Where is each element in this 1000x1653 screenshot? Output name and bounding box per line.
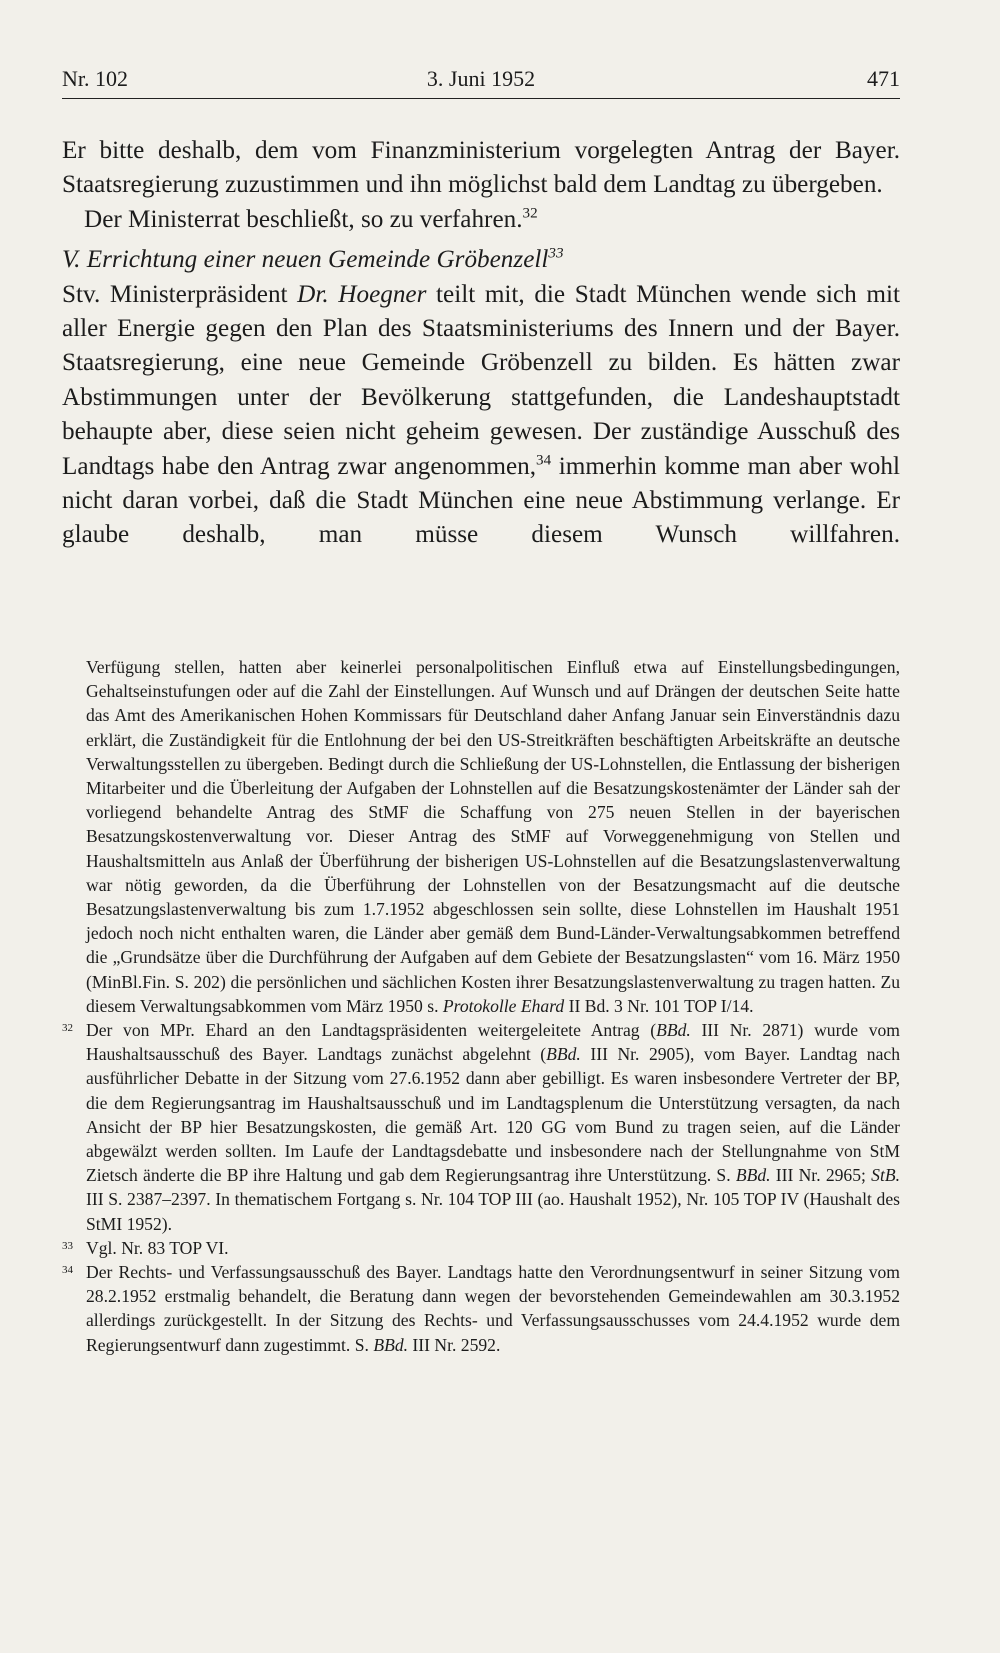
footnote-ref[interactable]: 32 [522, 205, 538, 222]
footnote-number: 34 [62, 1264, 73, 1277]
issue-number: Nr. 102 [62, 66, 128, 91]
header-date: 3. Juni 1952 [426, 66, 536, 91]
running-header [62, 64, 900, 99]
paragraph-resolution: Der Ministerrat beschließt, so zu verfahren.$^{32}$ [84, 205, 538, 233]
footnote-number: 33 [62, 1239, 73, 1252]
footnote-32: 32 Der von MPr. Ehard an den Landtagspräsidenten weitergeleitete Antrag (BBd. III Nr. 2871) wurde vom Haushaltsausschuß des Bayer. Landtags zunächst abgelehnt (BBd. III Nr. 2905), vom Bayer. Landtag nach ausführlicher Debatte in der Sitzung vom 27.6.1952 dann aber gebilligt. Es waren insbesondere Vertreter der BP, die dem Regierungsantrag im Haushaltsausschuß und im Landtagsplenum die Unterstützung versagten, da nach Ansicht der BP hier Besatzungskosten, die gemäß Art. 120 GG vom Bund zu tragen seien, auf die Länder abgewälzt werden sollten. Im Laufe der Landtagsdebatte und insbesondere nach der Stellungnahme von StM Zietsch änderte die BP ihre Haltung und gab dem Regierungsantrag ihre Unterstützung. S. BBd. III Nr. 2965; StB. III S. 2387–2397. In thematischem Fortgang s. Nr. 104 TOP III (ao. Haushalt 1952), Nr. 105 TOP IV (Haushalt des StMI 1952). [62, 1018, 900, 1236]
paragraph: Stv. Ministerpräsident Dr. Hoegner teilt mit, die Stadt München wende sich mit aller Energie gegen den Plan des Staatsministeriums des Innern und der Bayer. Staatsregierung, eine neue Gemeinde Gröbenzell zu bilden. Es hätten zwar Abstimmungen unter der Bevölkerung stattgefunden, die Landeshauptstadt behaupte aber, diese seien nicht geheim gewesen. Der zuständige Ausschuß des Landtags habe den Antrag zwar angenommen,$^{34}$ immerhin komme man aber wohl nicht daran vorbei, daß die Stadt München eine neue Abstimmung verlange. Er glaube deshalb, man müsse diesem Wunsch willfahren. [62, 280, 900, 549]
paragraph: Er bitte deshalb, dem vom Finanzministerium vorgelegten Antrag der Bayer. Staatsregierung zuzustimmen und ihn möglichst bald dem Landtag zu übergeben. [62, 137, 900, 199]
footnotes [62, 655, 900, 1357]
footnote-continued: Verfügung stellen, hatten aber keinerlei personalpolitischen Einfluß etwa auf Einstellungsbedingungen, Gehaltseinstufungen oder auf die Zahl der Einstellungen. Auf Wunsch und auf Drängen der deutschen Seite hatte das Amt des Amerikanischen Hohen Kommissars für Deutschland daher Anfang Januar sein Einverständnis dazu erklärt, die Zuständigkeit für die Entlohnung der bei den US-Streitkräften beschäftigten Arbeitskräfte an deutsche Verwaltungsstellen zu übergeben. Bedingt durch die Schließung der US-Lohnstellen, die Entlassung der bisherigen Mitarbeiter und die Überleitung der Aufgaben der Lohnstellen auf die Besatzungskostenämter der Länder sah der vorliegend behandelte Antrag des StMF die Schaffung von 275 neuen Stellen in der bayerischen Besatzungskostenverwaltung vor. Dieser Antrag des StMF auf Vorweggenehmigung von Stellen und Haushaltsmitteln aus Anlaß der Überführung der bisherigen US-Lohnstellen auf die Besatzungslastenverwaltung war nötig geworden, da die Überführung der Lohnstellen von der Besatzungsmacht auf die deutsche Besatzungslastenverwaltung bis zum 1.7.1952 abgeschlossen sein sollte, diese Lohnstellen im Haushalt 1951 jedoch noch nicht enthalten waren, die Länder aber gemäß dem Bund-Länder-Verwaltungsabkommen betreffend die „Grundsätze über die Durchführung der Aufgaben auf dem Gebiete der Besatzungslasten“ vom 16. März 1950 (MinBl.Fin. S. 202) die persönlichen und sächlichen Kosten ihrer Besatzungslastenverwaltung zu tragen hatten. Zu diesem Verwaltungsabkommen vom März 1950 s. Protokolle Ehard II Bd. 3 Nr. 101 TOP I/14. [86, 657, 900, 1016]
footnote-number: 32 [62, 1022, 73, 1035]
footnote-34: 34 Der Rechts- und Verfassungsausschuß des Bayer. Landtags hatte den Verordnungsentwurf in seiner Sitzung vom 28.2.1952 erstmalig behandelt, die Beratung dann wegen der bevorstehenden Gemeindewahlen am 30.3.1952 allerdings zurückgestellt. In der Sitzung des Rechts- und Verfassungsausschusses vom 24.4.1952 wurde dem Regierungsentwurf dann zugestimmt. S. BBd. III Nr. 2592. [62, 1260, 900, 1357]
footnote-33: 33 Vgl. Nr. 83 TOP VI. [62, 1236, 900, 1260]
page-number: 471 [867, 66, 900, 91]
speaker-name: Dr. Hoegner [297, 280, 427, 308]
section-heading: V. Errichtung einer neuen Gemeinde Gröbenzell$^{33}$ [62, 245, 564, 274]
footnote-ref[interactable]: 34 [536, 452, 552, 469]
main-text [62, 134, 900, 553]
footnote-ref[interactable]: 33 [548, 245, 564, 262]
